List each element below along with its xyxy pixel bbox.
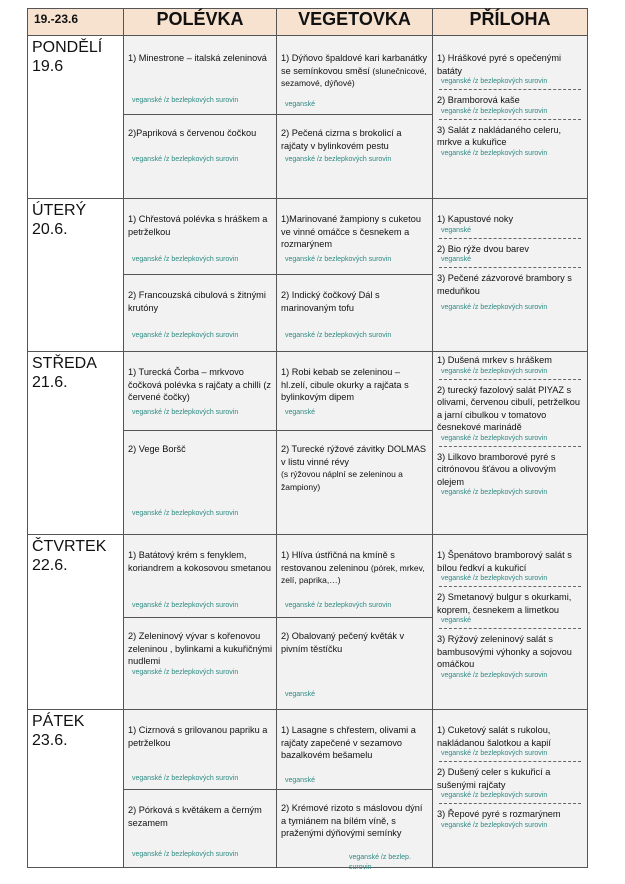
- diet-tag: veganské /z bezlepkových surovin: [132, 332, 239, 339]
- soup-2: 2) Zeleninový vývar s kořenovou zeleninou , bylinkami a kukuřičnými nudlemi: [128, 631, 272, 666]
- veg-2: 2) Turecké rýžové závitky DOLMAS v listu vinné révy: [281, 444, 426, 467]
- soup-cell: [124, 199, 277, 352]
- day-row: [28, 710, 588, 868]
- veg-1: 1) Dýňovo špaldové kari karbanátky se semínkovou směsí (slunečnicové, sezamové, dýňové): [281, 53, 428, 88]
- menu-table: [27, 8, 588, 871]
- side-3: 3) Lilkovo bramborové pyré s citrónovou šťávou a olivovým olejem: [437, 451, 556, 487]
- veg-cell: [277, 710, 433, 871]
- veg-1: 1) Hlíva ústřičná na kmíně s restovanou zeleninou (pórek, mrkev, zelí, paprika,…): [281, 550, 425, 585]
- soup-2: 2) Pórková s květákem a černým sezamem: [128, 805, 262, 828]
- day-name: PONDĚLÍ: [32, 39, 103, 56]
- side-2: 2) Smetanový bulgur s okurkami, koprem, česnekem a limetkou: [437, 592, 572, 615]
- diet-tag: veganské /z bezlepkových surovin: [132, 775, 239, 782]
- side-cell: [433, 352, 588, 535]
- diet-tag: veganské /z bezlepkových surovin: [441, 367, 548, 375]
- veg-1: 1) Robi kebab se zeleninou – hl.zelí, cibule okurky a rajčata s bylinkovým dipem: [281, 367, 409, 402]
- veg-cell: [277, 199, 433, 352]
- day-row: [28, 352, 588, 535]
- diet-tag: veganské: [441, 256, 471, 263]
- soup-1: 1) Minestrone – italská zeleninová: [128, 53, 267, 63]
- side-cell: [433, 535, 588, 710]
- soup-1: 1) Cizrnová s grilovanou papriku a petrželkou: [128, 725, 268, 748]
- side-cell: [433, 199, 588, 352]
- side-1: 1) Špenátovo bramborový salát s bílou ředkví a kukuřicí: [437, 550, 572, 573]
- day-name: PÁTEK: [32, 713, 85, 730]
- diet-tag: veganské /z bezlepkových surovin: [132, 602, 239, 609]
- diet-tag: veganské: [285, 409, 315, 416]
- day-date: 22.6.: [32, 557, 68, 574]
- veg-1: 1)Marinované žampiony s cuketou ve vinné omáčce s česnekem a rozmarýnem: [281, 214, 421, 249]
- diet-tag: veganské /z bezlepkových surovin: [285, 256, 392, 263]
- day-name: ČTVRTEK: [32, 538, 107, 555]
- side-1: 1) Kapustové noky: [437, 214, 514, 224]
- diet-tag: veganské /z bezlepkových surovin: [441, 792, 548, 799]
- diet-tag: veganské /z bezlepkových surovin: [285, 332, 392, 339]
- diet-tag: veganské /z bezlep. surovin: [349, 854, 411, 871]
- day-date: 20.6.: [32, 221, 68, 238]
- day-date: 23.6.: [32, 732, 68, 749]
- veg-cell: [277, 352, 433, 535]
- side-2: 2) Bramborová kaše: [437, 95, 520, 105]
- diet-tag: veganské /z bezlepkových surovin: [285, 156, 392, 163]
- diet-tag: veganské: [441, 226, 471, 234]
- day-cell: [28, 199, 124, 352]
- day-row: [28, 36, 588, 199]
- veg-2-note: (s rýžovou náplní se zeleninou a žampiony): [281, 469, 403, 492]
- diet-tag: veganské /z bezlepkových surovin: [132, 668, 239, 676]
- side-cell: [433, 36, 588, 199]
- soup-cell: [124, 710, 277, 868]
- veg-2: 2) Indický čočkový Dál s marinovaným tofu: [281, 290, 380, 313]
- diet-tag: veganské /z bezlepkových surovin: [441, 821, 548, 829]
- veg-2: 2) Pečená cizrna s brokolicí a rajčaty v bylinkovém pestu: [281, 128, 402, 151]
- diet-tag: veganské /z bezlepkových surovin: [132, 156, 239, 163]
- soup-2: 2)Papriková s červenou čočkou: [128, 128, 257, 138]
- day-name: ÚTERÝ: [32, 202, 87, 219]
- side-1: 1) Cuketový salát s rukolou, nakládanou šalotkou a kapií: [437, 725, 551, 748]
- diet-tag: veganské: [285, 777, 315, 784]
- day-cell: [28, 352, 124, 535]
- diet-tag: veganské /z bezlepkových surovin: [441, 78, 548, 85]
- date-range: 19.-23.6: [28, 9, 124, 36]
- col-header-soup: POLÉVKA: [124, 9, 277, 36]
- veg-cell: [277, 535, 433, 710]
- diet-tag: veganské: [285, 101, 315, 108]
- diet-tag: veganské /z bezlepkových surovin: [441, 107, 548, 115]
- diet-tag: veganské /z bezlepkových surovin: [441, 575, 548, 582]
- side-2: 2) Bio rýže dvou barev: [437, 243, 529, 254]
- day-date: 21.6.: [32, 374, 68, 391]
- side-cell: [433, 710, 588, 868]
- diet-tag: veganské /z bezlepkových surovin: [441, 750, 548, 757]
- veg-2: 2) Obalovaný pečený květák v pivním těstíčku: [281, 631, 405, 654]
- veg-1: 1) Lasagne s chřestem, olivami a rajčaty zapečené v sezamovo bazalkovém bešamelu: [281, 725, 416, 760]
- soup-cell: [124, 352, 277, 535]
- diet-tag: veganské: [285, 691, 315, 698]
- soup-2: 2) Francouzská cibulová s žitnými krutóny: [128, 290, 266, 313]
- day-date: 19.6: [32, 58, 64, 75]
- diet-tag: veganské /z bezlepkových surovin: [441, 149, 548, 157]
- diet-tag: veganské /z bezlepkových surovin: [132, 510, 239, 517]
- diet-tag: veganské /z bezlepkových surovin: [132, 851, 239, 858]
- col-header-vegetovka: VEGETOVKA: [277, 9, 433, 36]
- day-cell: [28, 710, 124, 868]
- side-3: 3) Rýžový zeleninový salát s bambusovými výhonky a sojovou omáčkou: [437, 634, 572, 669]
- day-cell: [28, 36, 124, 199]
- soup-2: 2) Vege Boršč: [128, 444, 186, 454]
- veg-cell: [277, 36, 433, 199]
- diet-tag: veganské /z bezlepkových surovin: [285, 602, 392, 609]
- side-3: 3) Salát z nakládaného celeru, mrkve a kukuřice: [437, 124, 562, 147]
- diet-tag: veganské /z bezlepkových surovin: [441, 434, 548, 442]
- day-name: STŘEDA: [32, 355, 97, 372]
- diet-tag: veganské /z bezlepkových surovin: [441, 489, 548, 496]
- soup-cell: [124, 535, 277, 710]
- diet-tag: veganské /z bezlepkových surovin: [441, 304, 548, 311]
- veg-2: 2) Krémové rizoto s máslovou dýní a tymiánem na bílém víně, s praženými dýňovými semínky: [281, 803, 423, 838]
- day-row: [28, 535, 588, 710]
- col-header-side: PŘÍLOHA: [433, 9, 588, 36]
- diet-tag: veganské /z bezlepkových surovin: [132, 97, 239, 104]
- diet-tag: veganské /z bezlepkových surovin: [132, 256, 239, 263]
- side-2: 2) Dušený celer s kukuřicí a sušenými rajčaty: [437, 767, 551, 790]
- side-1: 1) Dušená mrkev s hráškem: [437, 355, 552, 365]
- diet-tag: veganské /z bezlepkových surovin: [441, 671, 548, 679]
- day-cell: [28, 535, 124, 710]
- side-1: 1) Hráškové pyré s opečenými batáty: [437, 53, 562, 76]
- day-row: [28, 199, 588, 352]
- diet-tag: veganské: [441, 617, 471, 624]
- side-3: 3) Řepové pyré s rozmarýnem: [437, 809, 561, 819]
- side-3: 3) Pečené zázvorové brambory s meduňkou: [437, 273, 572, 296]
- soup-cell: [124, 36, 277, 199]
- side-2: 2) turecký fazolový salát PIYAZ s olivami, červenou cibulí, petrželkou a jarní cibulkou v tomatovo česnekové marinádě: [437, 384, 580, 432]
- diet-tag: veganské /z bezlepkových surovin: [132, 409, 239, 416]
- soup-1: 1) Chřestová polévka s hráškem a petrželkou: [128, 214, 268, 237]
- soup-1: 1) Turecká Čorba – mrkvovo čočková polévka s rajčaty a chilli (z červené čočky): [128, 367, 271, 402]
- soup-1: 1) Batátový krém s fenyklem, koriandrem a kokosovou smetanou: [128, 550, 271, 573]
